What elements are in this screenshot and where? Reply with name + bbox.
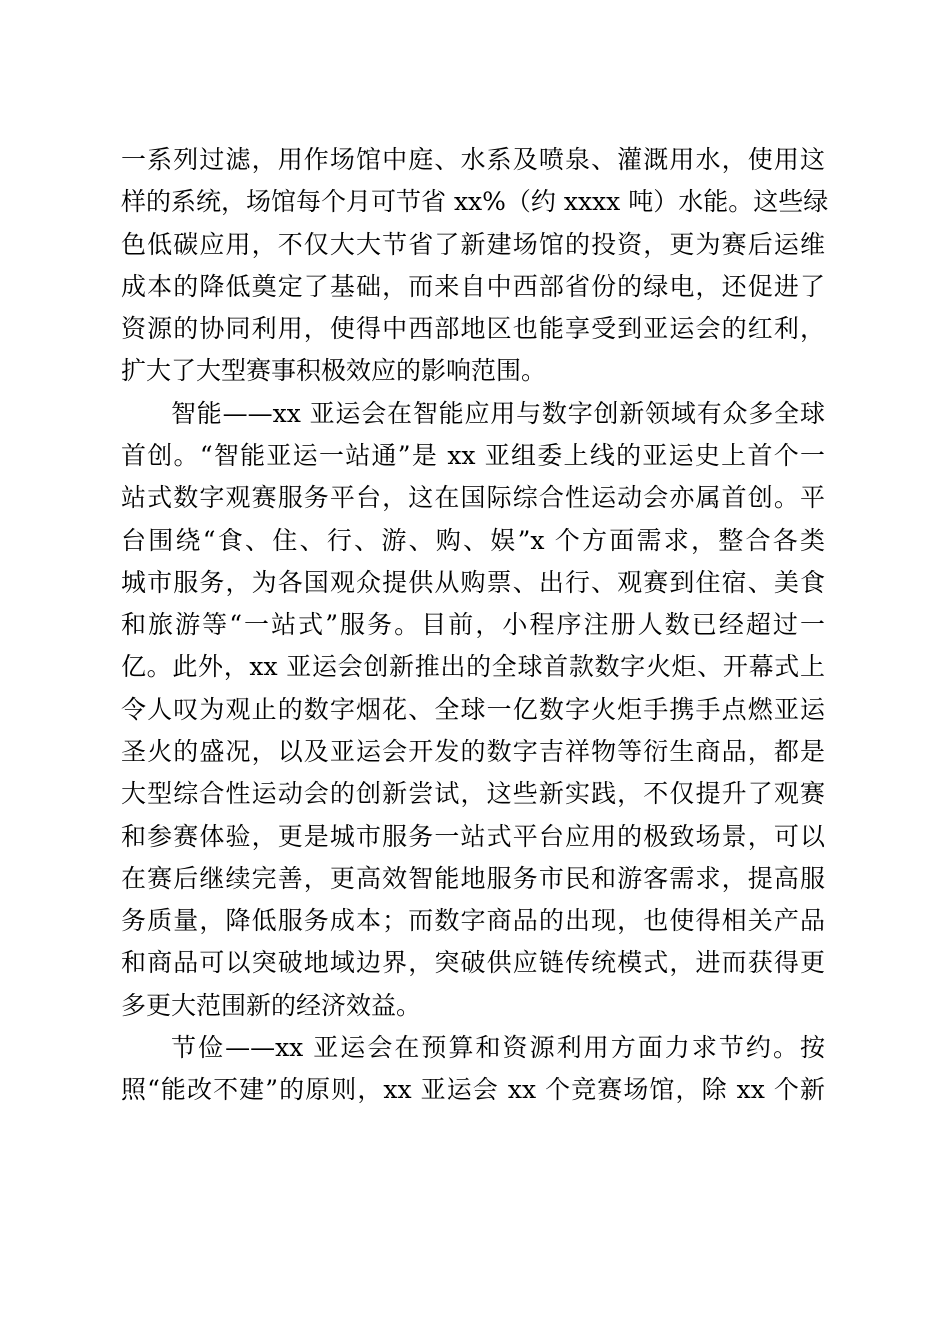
paragraph-first-line: 智能——xx 亚运会在智能应用与数字创新领域有众多全球	[171, 399, 825, 428]
text-line: 资源的协同利用，使得中西部地区也能享受到亚运会的红利，	[121, 314, 825, 343]
text-line: 站式数字观赛服务平台，这在国际综合性运动会亦属首创。平	[121, 483, 825, 512]
text-line: 和商品可以突破地域边界，突破供应链传统模式，进而获得更	[121, 948, 825, 977]
text-line: 和旅游等“一站式”服务。目前，小程序注册人数已经超过一	[121, 610, 825, 639]
text-line: 照“能改不建”的原则，xx 亚运会 xx 个竞赛场馆，除 xx 个新	[121, 1075, 825, 1104]
text-line: 和参赛体验，更是城市服务一站式平台应用的极致场景，可以	[121, 822, 825, 851]
text-line: 在赛后继续完善，更高效智能地服务市民和游客需求，提高服	[121, 864, 825, 893]
paragraph-first-line: 节俭——xx 亚运会在预算和资源利用方面力求节约。按	[171, 1033, 825, 1062]
text-line: 令人叹为观止的数字烟花、全球一亿数字火炬手携手点燃亚运	[121, 695, 825, 724]
text-line: 色低碳应用，不仅大大节省了新建场馆的投资，更为赛后运维	[121, 230, 825, 259]
text-line: 一系列过滤，用作场馆中庭、水系及喷泉、灌溉用水，使用这	[121, 145, 825, 174]
text-line: 首创。“智能亚运一站通”是 xx 亚组委上线的亚运史上首个一	[121, 441, 825, 470]
text-line: 圣火的盛况，以及亚运会开发的数字吉祥物等衍生商品，都是	[121, 737, 825, 766]
text-line: 亿。此外，xx 亚运会创新推出的全球首款数字火炬、开幕式上	[121, 652, 825, 681]
text-line: 城市服务，为各国观众提供从购票、出行、观赛到住宿、美食	[121, 568, 825, 597]
text-line: 成本的降低奠定了基础，而来自中西部省份的绿电，还促进了	[121, 272, 825, 301]
text-line: 扩大了大型赛事积极效应的影响范围。	[121, 356, 547, 385]
text-line: 多更大范围新的经济效益。	[121, 991, 422, 1020]
text-line: 台围绕“食、住、行、游、购、娱”x 个方面需求，整合各类	[121, 526, 825, 555]
text-line: 大型综合性运动会的创新尝试，这些新实践，不仅提升了观赛	[121, 779, 825, 808]
text-line: 样的系统，场馆每个月可节省 xx%（约 xxxx 吨）水能。这些绿	[121, 187, 829, 216]
text-line: 务质量，降低服务成本；而数字商品的出现，也使得相关产品	[121, 906, 825, 935]
